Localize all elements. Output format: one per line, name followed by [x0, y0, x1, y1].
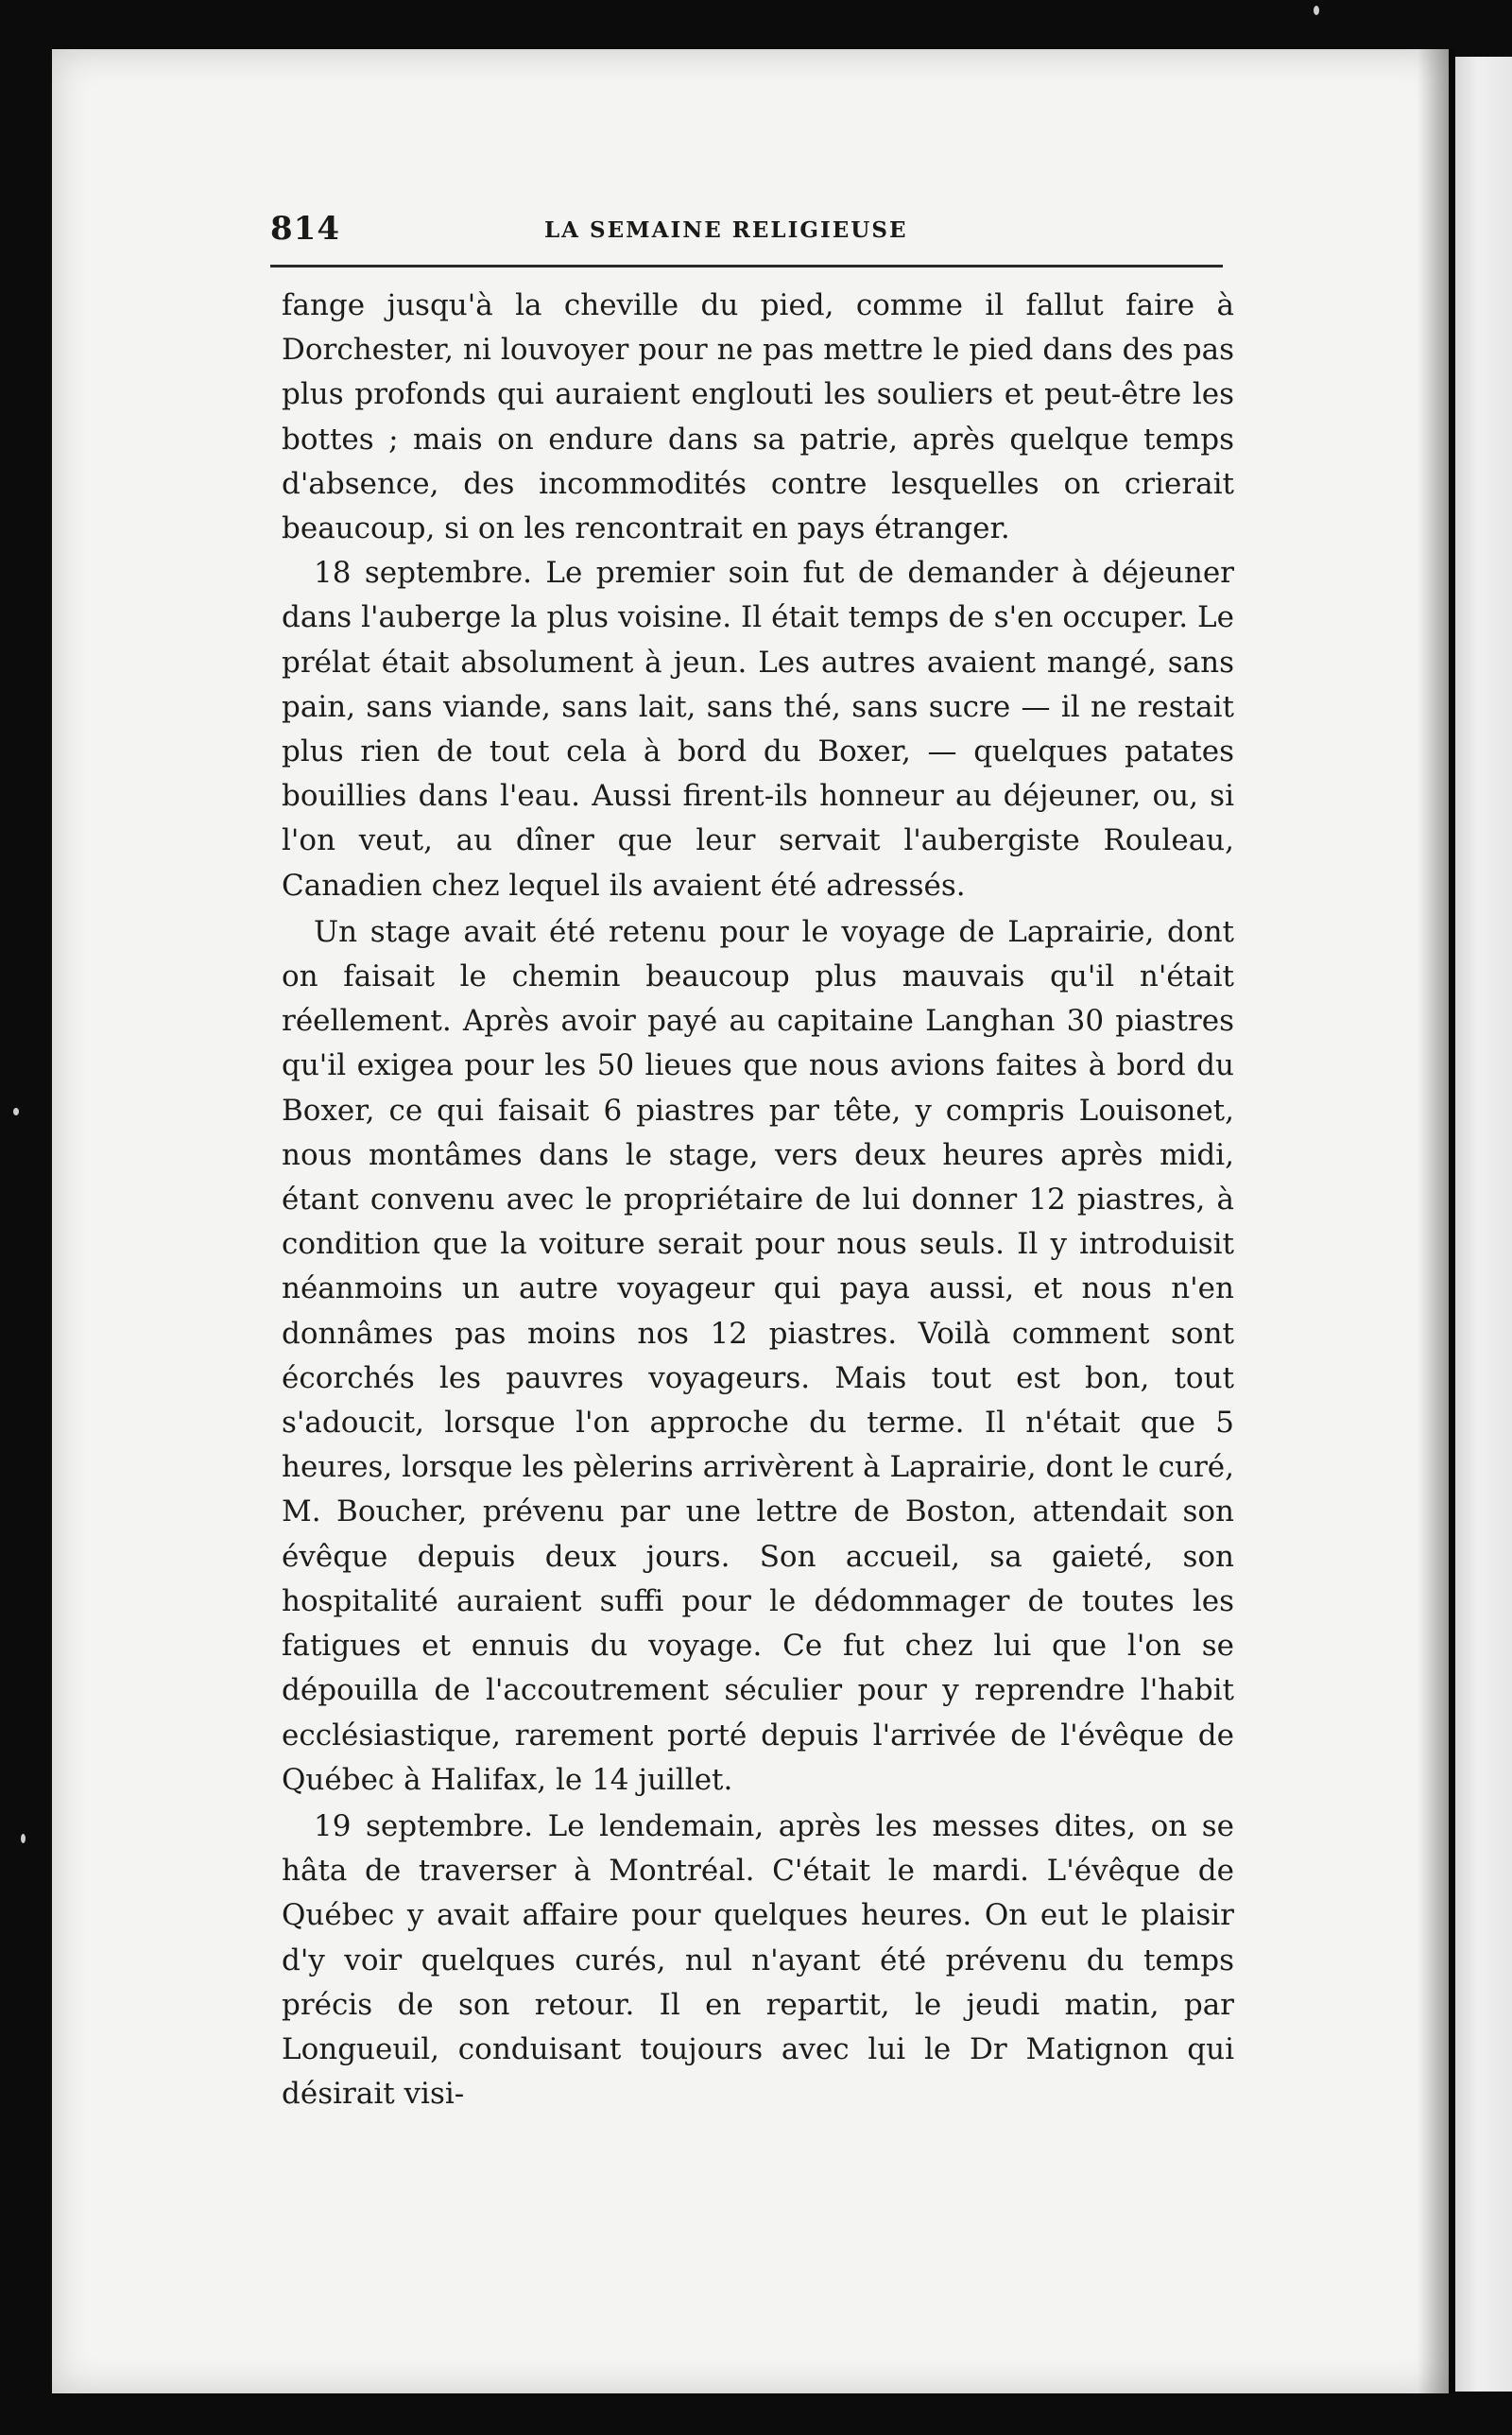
adjacent-page-edge [1455, 57, 1512, 2392]
running-head: LA SEMAINE RELIGIEUSE [544, 217, 908, 243]
paragraph-continuation: fange jusqu'à la cheville du pied, comme il fallut faire à Dorchester, ni louvoyer pour ne pas mettre le pied dans des pas plus profonds qui auraient englouti les souliers et peut-être les bottes ; mais on endure dans sa patrie, après quelque temps d'absence, des incommodités contre lesquelles on crierait beaucoup, si on les rencontrait en pays étranger. [282, 288, 1234, 546]
page-header [270, 206, 1223, 259]
header-rule [270, 265, 1223, 268]
paragraph-18-septembre: 18 septembre. Le premier soin fut de demander à déjeuner dans l'auberge la plus voisine. Il était temps de s'en occuper. Le prélat était absolument à jeun. Les autres avaient mangé, sans pain, sans viande, sans lait, sans thé, sans sucre — il ne restait plus rien de tout cela à bord du Boxer, — quelques patates bouillies dans l'eau. Aussi firent-ils honneur au déjeuner, ou, si l'on veut, au dîner que leur servait l'aubergiste Rouleau, Canadien chez lequel ils avaient été adressés. [282, 556, 1234, 903]
film-speck [13, 1108, 19, 1115]
paragraph-19-septembre: 19 septembre. Le lendemain, après les messes dites, on se hâta de traverser à Montréal. C'était le mardi. L'évêque de Québec y avait affaire pour quelques heures. On eut le plaisir d'y voir quelques curés, nul n'ayant été prévenu du temps précis de son retour. Il en repartit, le jeudi matin, par Longueuil, conduisant toujours avec lui le Dr Matignon qui désirait visi- [282, 1808, 1234, 2112]
film-speck [21, 1834, 26, 1843]
body-text [282, 284, 1234, 2116]
film-speck [1314, 6, 1319, 15]
page-gutter-shadow [1418, 49, 1455, 2393]
page-number: 814 [270, 210, 340, 248]
paragraph-stage-laprairie: Un stage avait été retenu pour le voyage de Laprairie, dont on faisait le chemin beaucoup plus mauvais qu'il n'était réellement. Après avoir payé au capitaine Langhan 30 piastres qu'il exigea pour les 50 lieues que nous avions faites à bord du Boxer, ce qui faisait 6 piastres par tête, y compris Louisonet, nous montâmes dans le stage, vers deux heures après midi, étant convenu avec le propriétaire de lui donner 12 piastres, à condition que la voiture serait pour nous seuls. Il y introduisit néanmoins un autre voyageur qui paya aussi, et nous n'en donnâmes pas moins nos 12 piastres. Voilà comment sont écorchés les pauvres voyageurs. Mais tout est bon, tout s'adoucit, lorsque l'on approche du terme. Il n'était que 5 heures, lorsque les pèlerins arrivèrent à Laprairie, dont le curé, M. Boucher, prévenu par une lettre de Boston, attendait son évêque depuis deux jours. Son accueil, sa gaieté, son hospitalité auraient suffi pour le dédommager de toutes les fatigues et ennuis du voyage. Ce fut chez lui que l'on se dépouilla de l'accoutrement séculier pour y reprendre l'habit ecclésiastique, rarement porté depuis l'arrivée de l'évêque de Québec à Halifax, le 14 juillet. [282, 914, 1234, 1797]
